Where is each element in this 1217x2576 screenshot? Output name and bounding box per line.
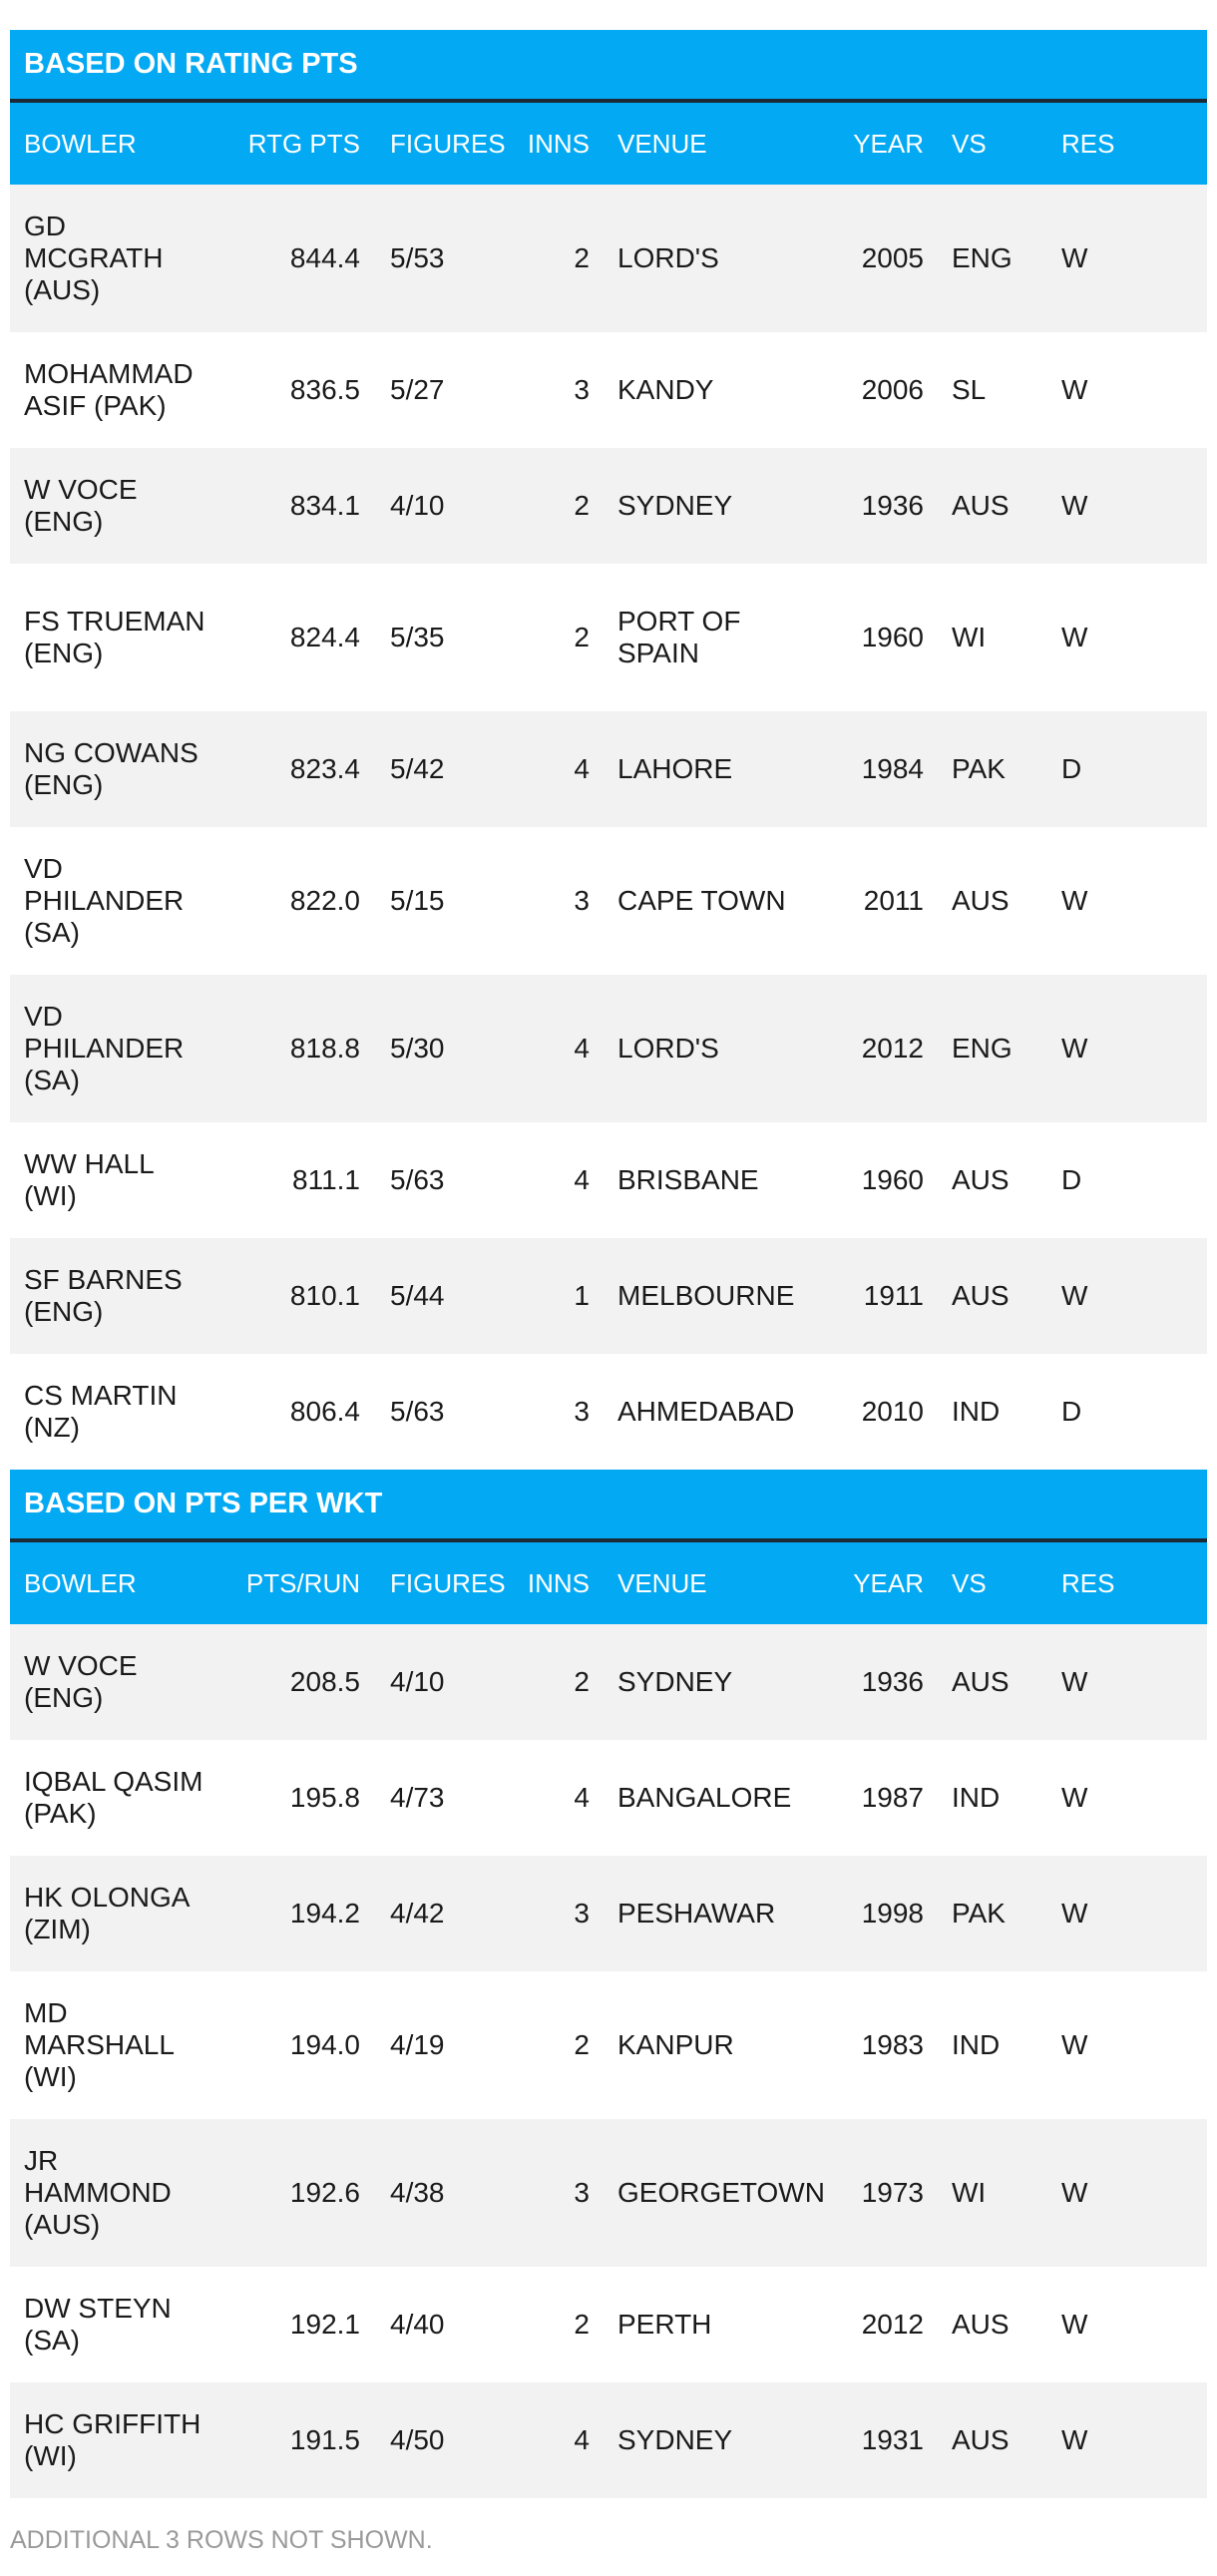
cell-inns: 3 (496, 332, 604, 448)
table-row (10, 1354, 1207, 1470)
cell-bowler: MOHAMMAD ASIF (PAK) (10, 332, 224, 448)
cell-year: 1960 (828, 564, 938, 711)
col-header-figures: FIGURES (376, 101, 496, 185)
cell-venue: PERTH (604, 2267, 828, 2382)
section-title: BASED ON PTS PER WKT (10, 1470, 1207, 1540)
cell-bowler: VD PHILANDER (SA) (10, 827, 224, 975)
table-row (10, 564, 1207, 711)
cell-inns: 3 (496, 1856, 604, 1971)
cell-year: 2010 (828, 1354, 938, 1470)
cell-venue: BANGALORE (604, 1740, 828, 1856)
table-row (10, 1740, 1207, 1856)
cell-year: 2005 (828, 185, 938, 332)
cell-venue: SYDNEY (604, 2382, 828, 2498)
cell-inns: 2 (496, 2267, 604, 2382)
cell-figures: 4/10 (376, 448, 496, 564)
cell-pts: 823.4 (224, 711, 376, 827)
cell-figures: 4/42 (376, 1856, 496, 1971)
cell-inns: 3 (496, 827, 604, 975)
cell-year: 1973 (828, 2119, 938, 2267)
cell-venue: LORD'S (604, 185, 828, 332)
cell-res: W (1047, 1971, 1207, 2119)
cell-venue: PORT OF SPAIN (604, 564, 828, 711)
col-header-inns: INNS (496, 101, 604, 185)
cell-venue: SYDNEY (604, 448, 828, 564)
cell-res: W (1047, 1238, 1207, 1354)
table2-body (10, 1624, 1207, 2498)
cell-venue: CAPE TOWN (604, 827, 828, 975)
cell-year: 1911 (828, 1238, 938, 1354)
table-row (10, 1238, 1207, 1354)
cell-vs: ENG (938, 185, 1047, 332)
table-row (10, 975, 1207, 1122)
cell-bowler: W VOCE (ENG) (10, 448, 224, 564)
cell-figures: 4/50 (376, 2382, 496, 2498)
cell-figures: 4/19 (376, 1971, 496, 2119)
cell-res: W (1047, 975, 1207, 1122)
cell-venue: LORD'S (604, 975, 828, 1122)
cell-vs: IND (938, 1354, 1047, 1470)
col-header-res: RES (1047, 101, 1207, 185)
table2-header (10, 1470, 1207, 1624)
cell-inns: 1 (496, 1238, 604, 1354)
col-header-res: RES (1047, 1540, 1207, 1624)
cell-vs: ENG (938, 975, 1047, 1122)
cell-figures: 5/15 (376, 827, 496, 975)
cell-figures: 5/63 (376, 1354, 496, 1470)
cell-inns: 2 (496, 448, 604, 564)
cell-year: 1998 (828, 1856, 938, 1971)
cell-res: W (1047, 564, 1207, 711)
cell-vs: AUS (938, 827, 1047, 975)
cell-figures: 4/73 (376, 1740, 496, 1856)
section-title-row (10, 1470, 1207, 1540)
cell-year: 1931 (828, 2382, 938, 2498)
cell-year: 1936 (828, 448, 938, 564)
cell-inns: 4 (496, 1122, 604, 1238)
cell-bowler: JR HAMMOND (AUS) (10, 2119, 224, 2267)
cell-venue: BRISBANE (604, 1122, 828, 1238)
cell-bowler: DW STEYN (SA) (10, 2267, 224, 2382)
col-header-inns: INNS (496, 1540, 604, 1624)
cell-pts: 806.4 (224, 1354, 376, 1470)
cell-year: 1987 (828, 1740, 938, 1856)
cell-bowler: NG COWANS (ENG) (10, 711, 224, 827)
cell-res: W (1047, 1740, 1207, 1856)
tables-container (10, 30, 1207, 2498)
cell-inns: 2 (496, 185, 604, 332)
cell-bowler: VD PHILANDER (SA) (10, 975, 224, 1122)
cell-venue: LAHORE (604, 711, 828, 827)
cell-pts: 195.8 (224, 1740, 376, 1856)
col-header-bowler: BOWLER (10, 101, 224, 185)
cell-year: 2006 (828, 332, 938, 448)
cell-inns: 2 (496, 564, 604, 711)
cell-pts: 194.2 (224, 1856, 376, 1971)
cell-pts: 836.5 (224, 332, 376, 448)
cell-pts: 844.4 (224, 185, 376, 332)
cell-pts: 191.5 (224, 2382, 376, 2498)
cell-vs: AUS (938, 448, 1047, 564)
cell-res: W (1047, 1624, 1207, 1740)
cell-figures: 5/30 (376, 975, 496, 1122)
cell-vs: AUS (938, 2267, 1047, 2382)
cell-res: W (1047, 2382, 1207, 2498)
cell-vs: AUS (938, 2382, 1047, 2498)
cell-bowler: HC GRIFFITH (WI) (10, 2382, 224, 2498)
col-header-rtg-pts: RTG PTS (224, 101, 376, 185)
cell-inns: 4 (496, 711, 604, 827)
table-row (10, 1856, 1207, 1971)
cell-res: W (1047, 332, 1207, 448)
cell-venue: AHMEDABAD (604, 1354, 828, 1470)
cell-bowler: GD MCGRATH (AUS) (10, 185, 224, 332)
cell-vs: PAK (938, 1856, 1047, 1971)
cell-vs: WI (938, 564, 1047, 711)
cell-res: W (1047, 448, 1207, 564)
cell-bowler: IQBAL QASIM (PAK) (10, 1740, 224, 1856)
section-title-row (10, 30, 1207, 101)
cell-venue: KANPUR (604, 1971, 828, 2119)
cell-figures: 5/44 (376, 1238, 496, 1354)
col-header-bowler: BOWLER (10, 1540, 224, 1624)
column-header-row (10, 1540, 1207, 1624)
cell-figures: 5/35 (376, 564, 496, 711)
cell-bowler: FS TRUEMAN (ENG) (10, 564, 224, 711)
table-row (10, 2267, 1207, 2382)
cell-res: D (1047, 711, 1207, 827)
cell-year: 1936 (828, 1624, 938, 1740)
cell-bowler: HK OLONGA (ZIM) (10, 1856, 224, 1971)
cell-year: 1960 (828, 1122, 938, 1238)
cell-vs: IND (938, 1740, 1047, 1856)
cell-vs: AUS (938, 1238, 1047, 1354)
cell-figures: 4/40 (376, 2267, 496, 2382)
table-row (10, 1624, 1207, 1740)
cell-venue: KANDY (604, 332, 828, 448)
col-header-venue: VENUE (604, 101, 828, 185)
cell-year: 2012 (828, 2267, 938, 2382)
table-row (10, 711, 1207, 827)
cell-vs: PAK (938, 711, 1047, 827)
cell-venue: MELBOURNE (604, 1238, 828, 1354)
column-header-row (10, 101, 1207, 185)
col-header-vs: VS (938, 1540, 1047, 1624)
cell-res: D (1047, 1122, 1207, 1238)
cell-pts: 834.1 (224, 448, 376, 564)
cell-inns: 3 (496, 1354, 604, 1470)
cell-inns: 2 (496, 1971, 604, 2119)
cell-year: 2011 (828, 827, 938, 975)
bowling-table (10, 30, 1207, 2498)
table-row (10, 185, 1207, 332)
col-header-figures: FIGURES (376, 1540, 496, 1624)
cell-res: W (1047, 2119, 1207, 2267)
cell-venue: GEORGETOWN (604, 2119, 828, 2267)
col-header-pts-run: PTS/RUN (224, 1540, 376, 1624)
table-row (10, 1122, 1207, 1238)
cell-figures: 4/10 (376, 1624, 496, 1740)
cell-year: 1983 (828, 1971, 938, 2119)
table1-body (10, 185, 1207, 1470)
cell-vs: SL (938, 332, 1047, 448)
table-row (10, 332, 1207, 448)
table-row (10, 2119, 1207, 2267)
cell-figures: 5/63 (376, 1122, 496, 1238)
cell-venue: SYDNEY (604, 1624, 828, 1740)
cell-vs: IND (938, 1971, 1047, 2119)
cell-pts: 822.0 (224, 827, 376, 975)
table-row (10, 448, 1207, 564)
cell-bowler: SF BARNES (ENG) (10, 1238, 224, 1354)
cell-res: D (1047, 1354, 1207, 1470)
table-row (10, 827, 1207, 975)
col-header-vs: VS (938, 101, 1047, 185)
cell-bowler: CS MARTIN (NZ) (10, 1354, 224, 1470)
cell-inns: 4 (496, 2382, 604, 2498)
cell-inns: 3 (496, 2119, 604, 2267)
cell-pts: 192.1 (224, 2267, 376, 2382)
cell-bowler: WW HALL (WI) (10, 1122, 224, 1238)
cell-year: 1984 (828, 711, 938, 827)
cell-pts: 192.6 (224, 2119, 376, 2267)
cell-venue: PESHAWAR (604, 1856, 828, 1971)
table-row (10, 1971, 1207, 2119)
cell-figures: 5/53 (376, 185, 496, 332)
cell-vs: AUS (938, 1122, 1047, 1238)
cell-inns: 4 (496, 1740, 604, 1856)
col-header-year: YEAR (828, 1540, 938, 1624)
footnote: ADDITIONAL 3 ROWS NOT SHOWN. (10, 2526, 433, 2554)
cell-figures: 5/27 (376, 332, 496, 448)
cell-res: W (1047, 185, 1207, 332)
cell-inns: 4 (496, 975, 604, 1122)
col-header-year: YEAR (828, 101, 938, 185)
cell-vs: AUS (938, 1624, 1047, 1740)
cell-pts: 811.1 (224, 1122, 376, 1238)
table1-header (10, 30, 1207, 185)
cell-pts: 208.5 (224, 1624, 376, 1740)
cell-pts: 824.4 (224, 564, 376, 711)
cell-res: W (1047, 1856, 1207, 1971)
cell-figures: 5/42 (376, 711, 496, 827)
cell-pts: 818.8 (224, 975, 376, 1122)
section-title: BASED ON RATING PTS (10, 30, 1207, 101)
cell-inns: 2 (496, 1624, 604, 1740)
cell-bowler: W VOCE (ENG) (10, 1624, 224, 1740)
cell-res: W (1047, 2267, 1207, 2382)
cell-figures: 4/38 (376, 2119, 496, 2267)
cell-year: 2012 (828, 975, 938, 1122)
col-header-venue: VENUE (604, 1540, 828, 1624)
table-row (10, 2382, 1207, 2498)
cell-res: W (1047, 827, 1207, 975)
cell-pts: 194.0 (224, 1971, 376, 2119)
cell-bowler: MD MARSHALL (WI) (10, 1971, 224, 2119)
cell-pts: 810.1 (224, 1238, 376, 1354)
cell-vs: WI (938, 2119, 1047, 2267)
